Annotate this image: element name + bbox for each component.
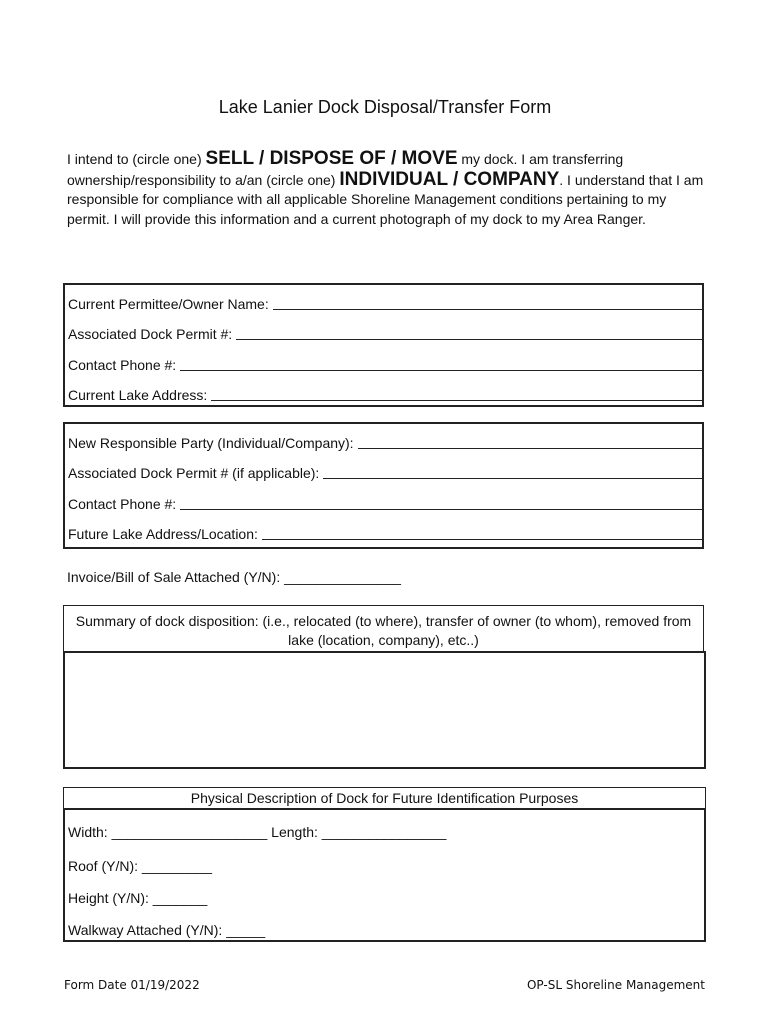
- form-date: Form Date 01/19/2022: [64, 978, 200, 992]
- summary-textarea[interactable]: [63, 651, 706, 769]
- roof-field[interactable]: Roof (Y/N): _________: [68, 858, 212, 874]
- current-owner-field[interactable]: [273, 308, 702, 310]
- new-permit-label: Associated Dock Permit # (if applicable):: [68, 465, 320, 481]
- circle-choice-action: SELL / DISPOSE OF / MOVE: [205, 148, 458, 169]
- intro-text-3: . I understand that I am responsible for compliance with all applicable Shoreline Management conditions pertaining to my permit. I will provide this information and a current photograph of my dock to my Area Ranger.: [67, 171, 704, 227]
- current-owner-section: [63, 283, 704, 407]
- height-field[interactable]: Height (Y/N): _______: [68, 890, 208, 906]
- new-permit-row[interactable]: [65, 455, 702, 486]
- new-party-label: New Responsible Party (Individual/Company):: [68, 434, 354, 451]
- intro-text-1: I intend to (circle one): [67, 151, 206, 167]
- current-address-row[interactable]: [65, 377, 702, 408]
- current-permit-field[interactable]: [236, 338, 702, 340]
- office-name: OP-SL Shoreline Management: [526, 978, 705, 992]
- circle-choice-recipient: INDIVIDUAL / COMPANY: [339, 168, 560, 190]
- walkway-field[interactable]: Walkway Attached (Y/N): _____: [68, 922, 266, 938]
- new-address-row[interactable]: [65, 516, 702, 547]
- current-address-field[interactable]: [211, 399, 702, 401]
- form-title: Lake Lanier Dock Disposal/Transfer Form: [218, 97, 552, 117]
- new-address-label: Future Lake Address/Location:: [68, 526, 258, 542]
- new-phone-label: Contact Phone #:: [68, 495, 177, 512]
- current-phone-field[interactable]: [180, 369, 702, 371]
- current-address-label: Current Lake Address:: [68, 387, 208, 403]
- new-phone-field[interactable]: [180, 508, 702, 510]
- invoice-field[interactable]: Invoice/Bill of Sale Attached (Y/N): _______________: [67, 569, 401, 585]
- current-owner-row[interactable]: [65, 285, 702, 316]
- intro-text-2: my dock. I am transferring ownership/responsibility to a/an (circle one): [67, 151, 624, 188]
- new-phone-row[interactable]: [65, 485, 702, 516]
- current-phone-label: Contact Phone #:: [68, 356, 177, 373]
- current-owner-label: Current Permittee/Owner Name:: [68, 295, 269, 312]
- intro-paragraph: [67, 149, 707, 229]
- new-party-section: [63, 422, 704, 549]
- width-length-field[interactable]: Width: ____________________ Length: ________________: [68, 824, 447, 840]
- current-permit-row[interactable]: [65, 316, 702, 347]
- new-address-field[interactable]: [262, 538, 702, 540]
- new-permit-field[interactable]: [323, 477, 702, 479]
- physical-description-header: Physical Description of Dock for Future Identification Purposes: [63, 787, 706, 809]
- current-permit-label: Associated Dock Permit #:: [68, 326, 233, 342]
- physical-description-section: [63, 808, 706, 942]
- summary-header: Summary of dock disposition: (i.e., relocated (to where), transfer of owner (to whom), removed from lake (location, company), etc..): [63, 605, 704, 653]
- new-party-field[interactable]: [358, 447, 702, 449]
- new-party-row[interactable]: [65, 424, 702, 455]
- current-phone-row[interactable]: [65, 346, 702, 377]
